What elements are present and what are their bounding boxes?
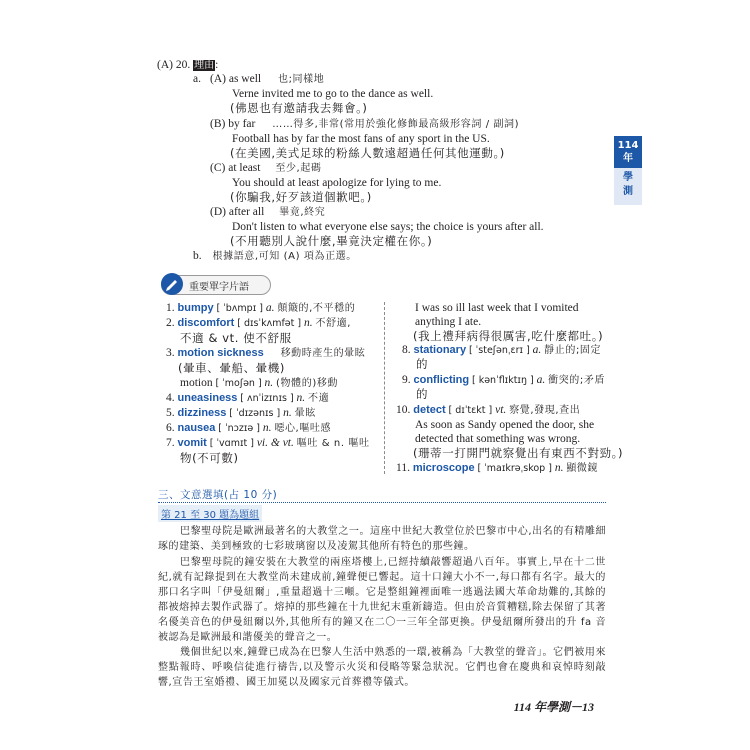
option-phrase: after all [228, 206, 265, 218]
vocab-ipa: [ dɪsˈkʌmfət ] [237, 318, 302, 329]
vocab-item [166, 406, 316, 421]
vocab-meaning: 衝突的;矛盾 [548, 375, 606, 386]
vocab-example: detected that something was wrong. [415, 433, 581, 445]
vocab-item [396, 461, 598, 476]
vocab-number: 8. [402, 344, 411, 356]
vocab-meaning: 移動時產生的暈眩 [280, 348, 366, 359]
option-letter: (B) [210, 118, 226, 130]
vocab-ipa: [ dɪˈtɛkt ] [448, 405, 493, 416]
vocab-meaning: 噁心,嘔吐感 [274, 423, 332, 434]
vocab-meaning-cont: 的 [416, 387, 429, 401]
vocab-word: uneasiness [177, 392, 238, 404]
vocab-word: dizziness [177, 407, 227, 419]
vocab-number: 6. [166, 422, 175, 434]
vocab-meaning: 顯微鏡 [566, 463, 599, 474]
vocab-example: As soon as Sandy opened the door, she [415, 419, 595, 431]
vocab-meaning-cont: (暈車、暈船、暈機) [178, 361, 285, 375]
vocab-ipa: [ ˈvɑmɪt ] [209, 438, 254, 449]
side-tab-year-suffix: 年 [623, 153, 633, 164]
vocab-pos: n. [283, 407, 292, 419]
section-rule [158, 502, 606, 503]
page-footer: 114 年學測－13 [513, 700, 594, 714]
option-translation: (不用聽別人說什麼,畢竟決定權在你。) [230, 234, 433, 248]
option-translation: (你騙我,好歹該道個歉吧。) [230, 190, 372, 204]
vocab-meaning: 察覺,發現,查出 [509, 405, 581, 416]
vocab-word: stationary [413, 344, 467, 356]
vocab-word: conflicting [413, 374, 470, 386]
vocab-example-translation: (我上禮拜病得很厲害,吃什麼都吐。) [413, 329, 604, 343]
vocab-word: microscope [412, 462, 475, 474]
vocab-word: motion sickness [177, 347, 264, 359]
vocab-pos: a. [536, 374, 546, 386]
vocab-number: 3. [166, 347, 175, 359]
vocab-word: detect [413, 404, 446, 416]
vocab-item [166, 346, 365, 361]
vocab-pos: n. [554, 462, 564, 474]
part-a-label: a. [193, 73, 201, 85]
passage-paragraph-2: 巴黎聖母院的鐘安裝在大教堂的兩座塔樓上,已經持續敲響超過八百年。事實上,早在十二世紀,就有記錄提到在大教堂尚未建成前,鐘聲便已響起。這十口鐘大小不一,每口都有名字。最大的那口名字叫「伊曼紐爾」,重量超過十三噸。它是整組鐘裡面唯一逃過法國大革命劫難的,其餘的都被熔掉去製作武器了。熔掉的那些鐘在十九世紀末重新鑄造。但由於音質糟糕,除去保留了其著名優美音色的伊曼紐爾以外,其他所有的鐘又在二〇一三年全部更換。伊曼紐爾所發出的升 fa 音被認為是歐洲最和諧優美的聲音之一。 [158, 557, 606, 643]
option-translation: (在美國,美式足球的粉絲人數遠超過任何其他運動。) [230, 146, 505, 160]
vocab-ipa: [ ˈdɪzənɪs ] [229, 408, 281, 419]
part-b-label: b. [193, 250, 202, 262]
vocab-title: 重要單字片語 [189, 282, 249, 293]
vocab-ipa: [ ˈsteʃənˌɛrɪ ] [468, 345, 530, 356]
option-gloss: 也;同樣地 [277, 74, 325, 85]
option-d-row [210, 205, 325, 220]
option-gloss: 畢竟,終究 [279, 207, 326, 218]
vocab-ipa: [ ˈmaɪkrəˌskop ] [477, 463, 552, 474]
vocab-number: 7. [166, 437, 175, 449]
option-example: Don't listen to what everyone else says; the choice is yours after all. [232, 221, 544, 233]
vocab-meaning: 不舒適, [315, 318, 352, 329]
option-letter: (A) [210, 73, 226, 85]
vocab-number: 2. [166, 317, 175, 329]
vocab-item [166, 436, 370, 451]
question-group-label: 第 21 至 30 題為題組 [158, 505, 262, 522]
question-20-heading [157, 58, 218, 73]
vocab-example: anything I ate. [415, 316, 482, 328]
vocab-meaning: 靜止的;固定 [544, 345, 602, 356]
vocab-meaning: 嘔吐 & n. 嘔吐 [296, 438, 370, 449]
option-phrase: as well [228, 73, 262, 85]
passage-paragraph-1: 巴黎聖母院是歐洲最著名的大教堂之一。這座中世紀大教堂位於巴黎市中心,出名的有精雕細琢的建築、美到極致的七彩玻璃窗以及凌駕其他所有特色的那些鐘。 [158, 526, 606, 552]
vocab-meaning: (物體的)移動 [276, 378, 339, 389]
vocab-ipa: [ ˈbʌmpɪ ] [216, 303, 263, 314]
vocab-number: 1. [166, 302, 175, 314]
vocab-item [166, 391, 329, 406]
vocab-ipa: [ ˈmoʃən ] [215, 378, 262, 389]
vocab-ipa: [ ˈnɔzɪə ] [218, 423, 260, 434]
option-a-row [210, 72, 324, 87]
option-example: You should at least apologize for lying to me. [232, 177, 442, 189]
vocab-meaning: 不適 [308, 393, 330, 404]
column-divider [384, 302, 385, 474]
option-letter: (D) [210, 206, 226, 218]
vocab-pos: a. [265, 302, 275, 314]
vocab-example: I was so ill last week that I vomited [415, 302, 579, 314]
vocab-number: 4. [166, 392, 175, 404]
option-c-row [210, 161, 322, 176]
vocab-subword: motion [180, 377, 213, 389]
vocab-pos: vi. & vt. [256, 437, 294, 449]
passage-paragraph-3: 幾個世紀以來,鐘聲已成為在巴黎人生活中熟悉的一環,被稱為「大教堂的聲音」。它們被用來整點報時、呼喚信徒進行禱告,以及警示火災和侵略等緊急狀況。它們也會在慶典和哀悼時刻敲響,宣告王室婚禮、國王加冕以及國家元首葬禮等儀式。 [158, 647, 606, 688]
vocab-pos: vt. [495, 404, 507, 416]
side-tab-year: 114 [617, 140, 639, 151]
option-letter: (C) [210, 162, 226, 174]
vocab-item [166, 316, 351, 331]
vocab-word: discomfort [177, 317, 235, 329]
vocab-number: 10. [396, 404, 411, 416]
reason-colon: : [215, 59, 219, 71]
vocab-pos: n. [296, 392, 306, 404]
part-b-text: 根據語意,可知 (A) 項為正選。 [212, 251, 357, 262]
option-gloss: ……得多,非常(常用於強化修飾最高級形容詞 / 副詞) [272, 119, 520, 130]
vocab-word: nausea [177, 422, 216, 434]
vocab-ipa: [ kənˈflɪktɪŋ ] [471, 375, 534, 386]
option-translation: (佛恩也有邀請我去舞會。) [230, 101, 368, 115]
option-example: Football has by far the most fans of any sport in the US. [232, 133, 490, 145]
vocab-subitem [180, 376, 338, 391]
vocab-meaning: 顛簸的,不平穩的 [277, 303, 356, 314]
vocab-number: 11. [396, 462, 410, 474]
vocab-example-translation: (珊蒂一打開門就察覺出有東西不對勁。) [413, 446, 624, 460]
vocab-pos: n. [303, 317, 313, 329]
vocab-item [402, 373, 605, 388]
vocab-pos: a. [532, 344, 542, 356]
vocab-word: vomit [177, 437, 207, 449]
option-phrase: by far [228, 118, 256, 130]
vocab-number: 5. [166, 407, 175, 419]
vocab-pos: n. [262, 422, 272, 434]
vocab-item [396, 403, 580, 418]
vocab-item [166, 301, 355, 316]
vocab-number: 9. [402, 374, 411, 386]
option-example: Verne invited me to go to the dance as well. [232, 88, 434, 100]
option-gloss: 至少,起碼 [275, 163, 322, 174]
option-b-row [210, 117, 519, 132]
vocab-meaning-cont: 的 [416, 357, 429, 371]
vocab-pos: n. [264, 377, 274, 389]
question-number: (A) 20. [157, 59, 191, 71]
section-title: 三、文意選填(占 10 分) [158, 489, 278, 501]
vocab-item [402, 343, 601, 358]
vocab-meaning-cont: 物(不可數) [180, 451, 239, 465]
reason-label: 理由 [194, 60, 215, 71]
side-tab-top-char: 學 [623, 172, 633, 183]
vocab-ipa: [ ʌnˈizɪnɪs ] [240, 393, 294, 404]
side-tab-bottom-char: 測 [623, 186, 633, 197]
option-phrase: at least [228, 162, 261, 174]
vocab-meaning-cont: 不適 & vt. 使不舒服 [180, 331, 292, 345]
vocab-meaning: 暈眩 [294, 408, 316, 419]
pencil-icon [161, 273, 183, 295]
vocab-word: bumpy [177, 302, 214, 314]
part-b-row [193, 249, 357, 264]
vocab-item [166, 421, 331, 436]
